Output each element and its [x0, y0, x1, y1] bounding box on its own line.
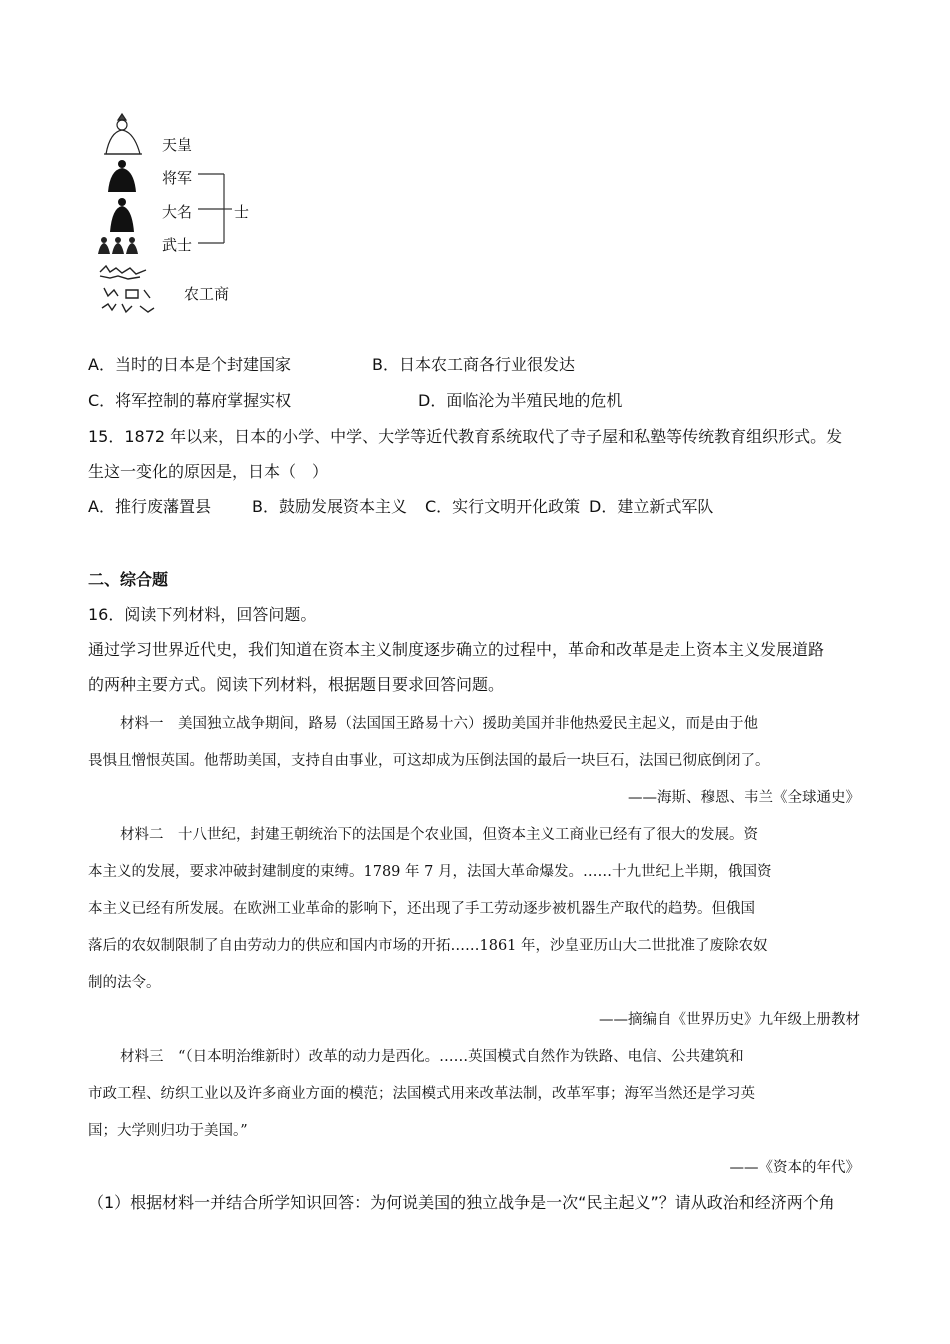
- hierarchy-figure: [96, 112, 266, 332]
- q15-stem-line2: 生这一变化的原因是，日本（ ）: [88, 462, 329, 481]
- label-samurai: 武士: [162, 236, 193, 254]
- q14-option-a: A．当时的日本是个封建国家: [88, 355, 291, 374]
- q16-title: 16．阅读下列材料，回答问题。: [88, 605, 317, 624]
- label-daimyo: 大名: [162, 203, 193, 221]
- material3-source: ——《资本的年代》: [729, 1160, 860, 1176]
- material2-line3: 本主义已经有所发展。在欧洲工业革命的影响下，还出现了手工劳动逐步被机器生产取代的趋势。但俄国: [88, 901, 755, 917]
- material2-line2: 本主义的发展，要求冲破封建制度的束缚。1789 年 7 月，法国大革命爆发。……十九世纪上半期，俄国资: [88, 864, 772, 880]
- material2-line1: 材料二 十八世纪，封建王朝统治下的法国是个农业国，但资本主义工商业已经有了很大的发展。资: [120, 827, 758, 843]
- material1-source: ——海斯、穆恩、韦兰《全球通史》: [628, 790, 860, 806]
- daimyo-icon: [110, 198, 134, 232]
- q15-stem-line1: 15．1872 年以来，日本的小学、中学、大学等近代教育系统取代了寺子屋和私塾等传统教育组织形式。发: [88, 427, 843, 446]
- q16-intro-line1: 通过学习世界近代史，我们知道在资本主义制度逐步确立的过程中，革命和改革是走上资本主义发展道路: [88, 640, 825, 659]
- q15-option-a: A．推行废藩置县: [88, 497, 211, 516]
- q15-option-c: C．实行文明开化政策: [425, 497, 581, 516]
- shogun-icon: [108, 160, 136, 192]
- material3-line1: 材料三 “（日本明治维新时）改革的动力是西化。……英国模式自然作为铁路、电信、公共建筑和: [120, 1049, 744, 1065]
- material3-line2: 市政工程、纺织工业以及许多商业方面的模范；法国模式用来改革法制，改革军事；海军当然还是学习英: [88, 1086, 755, 1102]
- material2-line4: 落后的农奴制限制了自由劳动力的供应和国内市场的开拓……1861 年，沙皇亚历山大二世批准了废除农奴: [88, 938, 768, 954]
- label-shogun: 将军: [162, 169, 193, 187]
- q14-option-b: B．日本农工商各行业很发达: [372, 355, 575, 374]
- emperor-icon: [104, 114, 142, 154]
- q14-option-c: C．将军控制的幕府掌握实权: [88, 391, 292, 410]
- q15-option-d: D．建立新式军队: [589, 497, 714, 516]
- samurai-icon: [98, 237, 138, 254]
- label-commoners: 农工商: [184, 285, 230, 303]
- q15-option-b: B．鼓励发展资本主义: [252, 497, 407, 516]
- material3-line3: 国；大学则归功于美国。”: [88, 1123, 248, 1139]
- label-shi: 士: [234, 203, 250, 221]
- label-emperor: 天皇: [162, 136, 193, 154]
- material2-source: ——摘编自《世界历史》九年级上册教材: [599, 1012, 860, 1028]
- q16-sub1: （1）根据材料一并结合所学知识回答：为何说美国的独立战争是一次“民主起义”？请从政治和经济两个角: [88, 1193, 835, 1212]
- material1-line1: 材料一 美国独立战争期间，路易（法国国王路易十六）援助美国并非他热爱民主起义，而是由于他: [120, 716, 758, 732]
- q14-option-d: D．面临沦为半殖民地的危机: [418, 391, 623, 410]
- section-title: 二、综合题: [88, 570, 169, 589]
- q16-intro-line2: 的两种主要方式。阅读下列材料，根据题目要求回答问题。: [88, 675, 505, 694]
- material1-line2: 畏惧且憎恨英国。他帮助美国，支持自由事业，可这却成为压倒法国的最后一块巨石，法国已彻底倒闭了。: [88, 753, 770, 769]
- commoners-icon: [100, 266, 154, 312]
- material2-line5: 制的法令。: [88, 975, 161, 991]
